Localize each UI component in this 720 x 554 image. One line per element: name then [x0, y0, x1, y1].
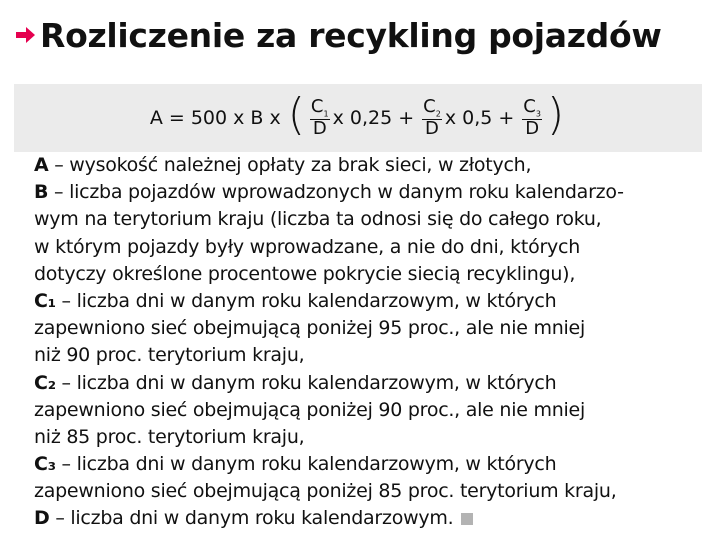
definition-line: [34, 234, 710, 261]
fraction-1-denominator: D: [312, 117, 327, 139]
fraction-3-denominator: D: [525, 117, 540, 139]
definition-symbol: C₁: [34, 289, 56, 312]
formula-box: [14, 84, 702, 152]
end-square-icon: [461, 513, 473, 525]
definition-text: – liczba pojazdów wprowadzonych w danym roku kalendarzo-: [48, 181, 624, 204]
formula-lhs: A = 500 x B x: [149, 107, 281, 129]
definition-symbol: C₂: [34, 371, 56, 394]
open-paren: (: [287, 89, 305, 140]
definition-line: [34, 179, 710, 206]
close-paren: ): [546, 89, 565, 140]
definition-line: [34, 397, 710, 424]
definition-text: – wysokość należnej opłaty za brak sieci, w złotych,: [48, 154, 532, 176]
fraction-2-numerator: C: [423, 95, 436, 117]
fraction-2-denominator: D: [425, 117, 439, 139]
definition-text: – liczba dni w danym roku kalendarzowym, w których: [55, 289, 557, 312]
definition-line: [34, 424, 710, 451]
definition-line: [34, 342, 710, 369]
definition-line: [34, 288, 710, 315]
definitions-list: [34, 152, 710, 533]
definition-text: niż 90 proc. terytorium kraju,: [34, 344, 305, 367]
definition-line: [34, 315, 710, 342]
definition-text: niż 85 proc. terytorium kraju,: [34, 425, 305, 448]
fraction-3-subscript: 3: [535, 109, 541, 119]
definition-text: – liczba dni w danym roku kalendarzowym, w których: [55, 371, 557, 394]
definition-line: [34, 206, 710, 233]
definition-symbol: C₃: [34, 453, 56, 476]
page-title: [16, 12, 662, 58]
fraction-1-numerator: C: [310, 95, 324, 117]
definition-text: zapewniono sieć obejmującą poniżej 90 proc., ale nie mniej: [34, 398, 586, 421]
definition-line: [34, 451, 710, 478]
definition-text: – liczba dni w danym roku kalendarzowym.: [49, 507, 454, 530]
definition-text: – liczba dni w danym roku kalendarzowym, w których: [55, 453, 557, 476]
definition-symbol: B: [34, 181, 49, 204]
fraction-c1-d: [310, 95, 330, 139]
formula-term-2: x 0,5 +: [444, 107, 515, 129]
definition-line: [34, 505, 710, 532]
formula-term-1: x 0,25 +: [332, 107, 415, 129]
definition-text: wym na terytorium kraju (liczba ta odnosi się do całego roku,: [34, 208, 602, 231]
definition-text: dotyczy określone procentowe pokrycie siecią recyklingu),: [34, 262, 576, 285]
definition-symbol: A: [34, 154, 49, 176]
definition-text: w którym pojazdy były wprowadzane, a nie do dni, których: [34, 235, 580, 258]
fraction-c3-d: [522, 95, 542, 139]
fraction-3-numerator: C: [523, 95, 536, 117]
definition-symbol: D: [34, 507, 50, 530]
definition-line: [34, 261, 710, 288]
definition-line: [34, 152, 710, 179]
fraction-2-subscript: 2: [435, 109, 441, 119]
definition-text: zapewniono sieć obejmującą poniżej 85 proc. terytorium kraju,: [34, 480, 617, 503]
definition-line: [34, 478, 710, 505]
definition-line: [34, 370, 710, 397]
fraction-c2-d: [422, 95, 442, 139]
title-text: Rozliczenie za recykling pojazdów: [40, 15, 662, 55]
fraction-1-subscript: 1: [323, 109, 329, 119]
arrow-right-icon: [16, 24, 36, 46]
definition-text: zapewniono sieć obejmującą poniżej 95 proc., ale nie mniej: [34, 317, 586, 340]
